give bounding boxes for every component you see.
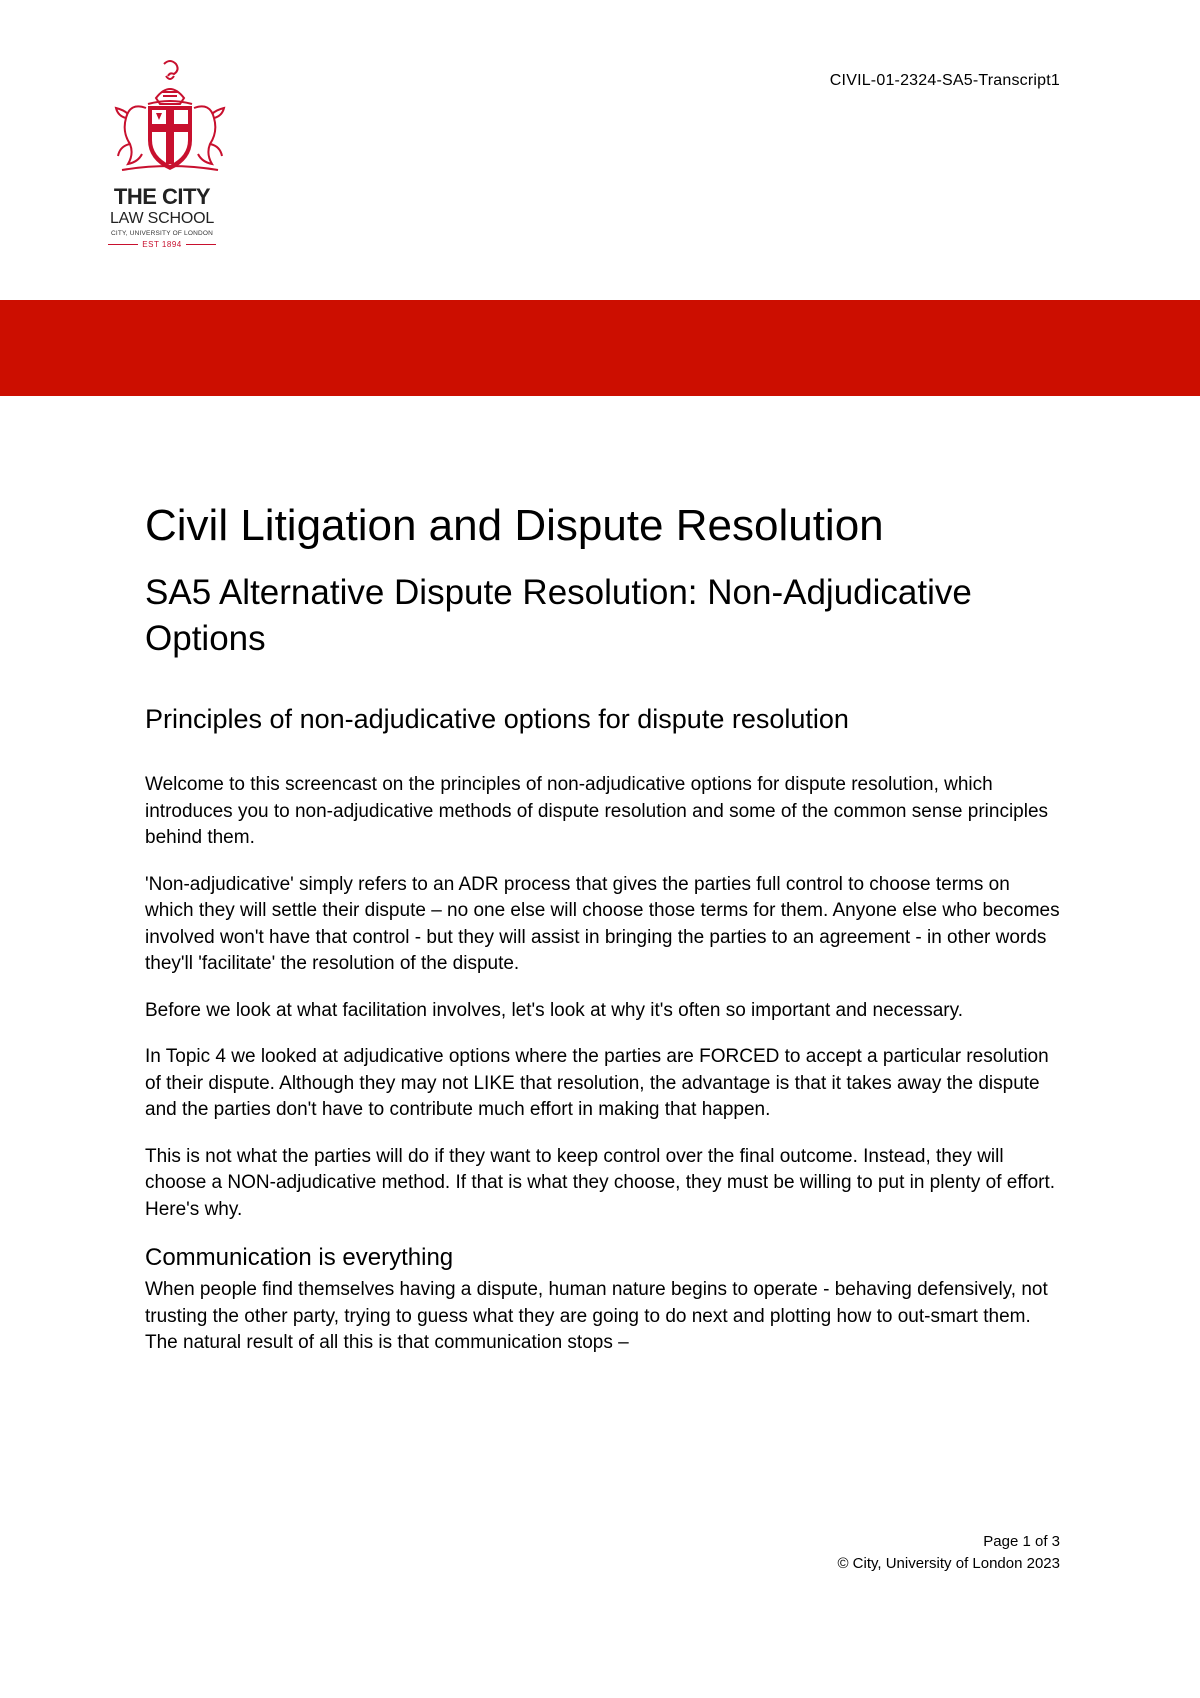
logo-est-text: EST 1894 bbox=[142, 240, 182, 249]
document-reference: CIVIL-01-2324-SA5-Transcript1 bbox=[829, 72, 1060, 89]
est-divider-left bbox=[108, 244, 138, 245]
document-body bbox=[145, 500, 1060, 1377]
coat-of-arms-icon bbox=[108, 58, 232, 180]
paragraph: Before we look at what facilitation involves, let's look at why it's often so important and necessary. bbox=[145, 999, 963, 1021]
copyright: © City, University of London 2023 bbox=[837, 1555, 1060, 1572]
page-footer bbox=[837, 1531, 1060, 1575]
red-banner bbox=[0, 300, 1200, 396]
logo-name-line3: CITY, UNIVERSITY OF LONDON bbox=[110, 230, 214, 237]
est-divider-right bbox=[186, 244, 216, 245]
paragraph: This is not what the parties will do if they want to keep control over the final outcome. Instead, they will choose a NON-adjudicative method. If that is what they choose, they must be willing to put in plenty of effort. Here's why. bbox=[145, 1145, 1056, 1220]
document-title: Civil Litigation and Dispute Resolution bbox=[145, 501, 884, 550]
city-law-school-logo bbox=[100, 58, 240, 258]
section-heading: Principles of non-adjudicative options for dispute resolution bbox=[145, 704, 849, 734]
paragraph: In Topic 4 we looked at adjudicative options where the parties are FORCED to accept a particular resolution of their dispute. Although they may not LIKE that resolution, the advantage is that it takes away the dispute and the parties don't have to contribute much effort in making that happen. bbox=[145, 1046, 1049, 1120]
document-subtitle: SA5 Alternative Dispute Resolution: Non-Adjudicative Options bbox=[145, 573, 972, 658]
page-number: Page 1 of 3 bbox=[983, 1533, 1060, 1550]
paragraph: When people find themselves having a dispute, human nature begins to operate - behaving defensively, not trusting the other party, trying to guess what they are going to do next and plotting how to out-smart them. The natural result of all this is that communication stops – bbox=[145, 1279, 1048, 1353]
logo-est-row bbox=[100, 240, 224, 249]
subheading: Communication is everything bbox=[145, 1244, 454, 1271]
paragraph: Welcome to this screencast on the principles of non-adjudicative options for dispute resolution, which introduces you to non-adjudicative methods of dispute resolution and some of the common sense principles behind them. bbox=[145, 774, 1049, 848]
logo-name-line2: LAW SCHOOL bbox=[109, 210, 215, 227]
paragraph: 'Non-adjudicative' simply refers to an ADR process that gives the parties full control to choose terms on which they will settle their dispute – no one else will choose those terms for them. Anyone else who becomes involved won't have that control - but they will assist in bringing the parties to an agreement - in other words they'll 'facilitate' the resolution of the dispute. bbox=[145, 873, 1060, 974]
logo-name-line1: THE CITY bbox=[113, 184, 211, 209]
